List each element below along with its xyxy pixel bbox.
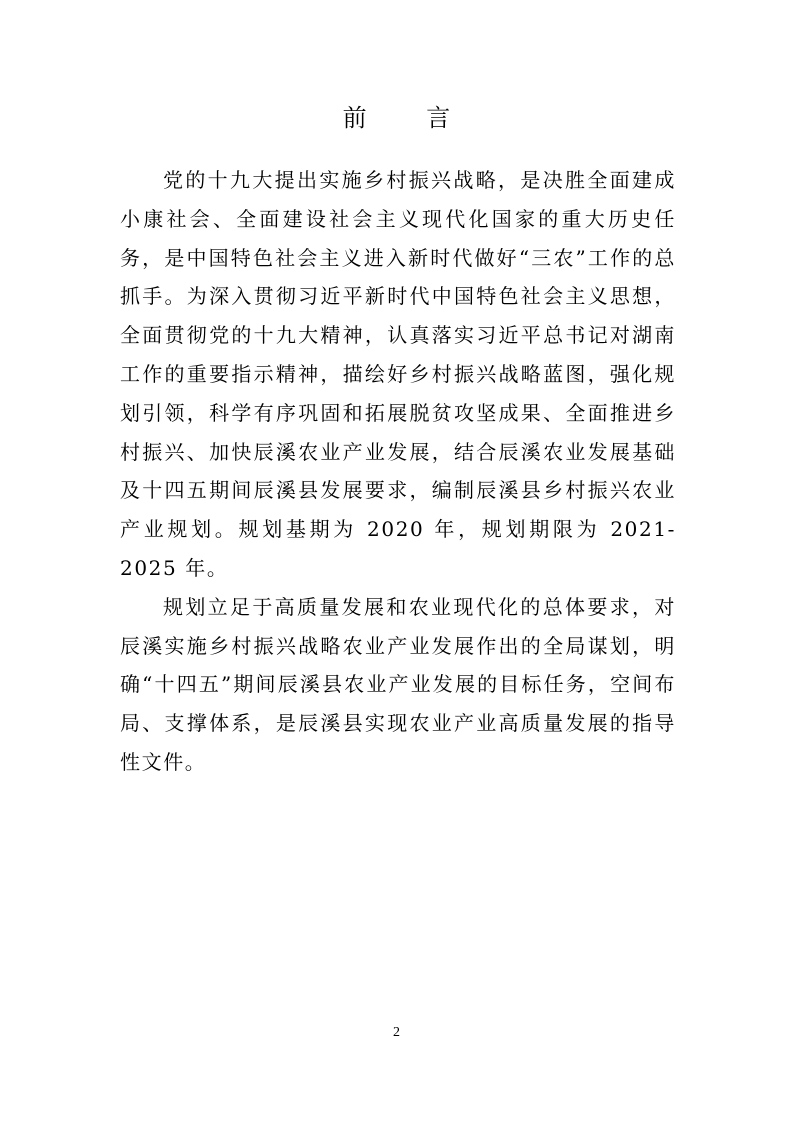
- body-text: [120, 161, 676, 782]
- page-title: 前 言: [342, 104, 477, 132]
- paragraph-1: 党的十九大提出实施乡村振兴战略，是决胜全面建成小康社会、全面建设社会主义现代化国家的重大历史任务，是中国特色社会主义进入新时代做好“三农”工作的总抓手。为深入贯彻习近平新时代中国特色社会主义思想，全面贯彻党的十九大精神，认真落实习近平总书记对湖南工作的重要指示精神，描绘好乡村振兴战略蓝图，强化规划引领，科学有序巩固和拓展脱贫攻坚成果、全面推进乡村振兴、加快辰溪农业产业发展，结合辰溪农业发展基础及十四五期间辰溪县发展要求，编制辰溪县乡村振兴农业产业规划。规划基期为 2020 年，规划期限为 2021-2025 年。: [120, 168, 676, 580]
- page-number: 2: [393, 1025, 400, 1040]
- paragraph-2: 规划立足于高质量发展和农业现代化的总体要求，对辰溪实施乡村振兴战略农业产业发展作出的全局谋划，明确“十四五”期间辰溪县农业产业发展的目标任务，空间布局、支撑体系，是辰溪县实现农业产业高质量发展的指导性文件。: [120, 594, 676, 774]
